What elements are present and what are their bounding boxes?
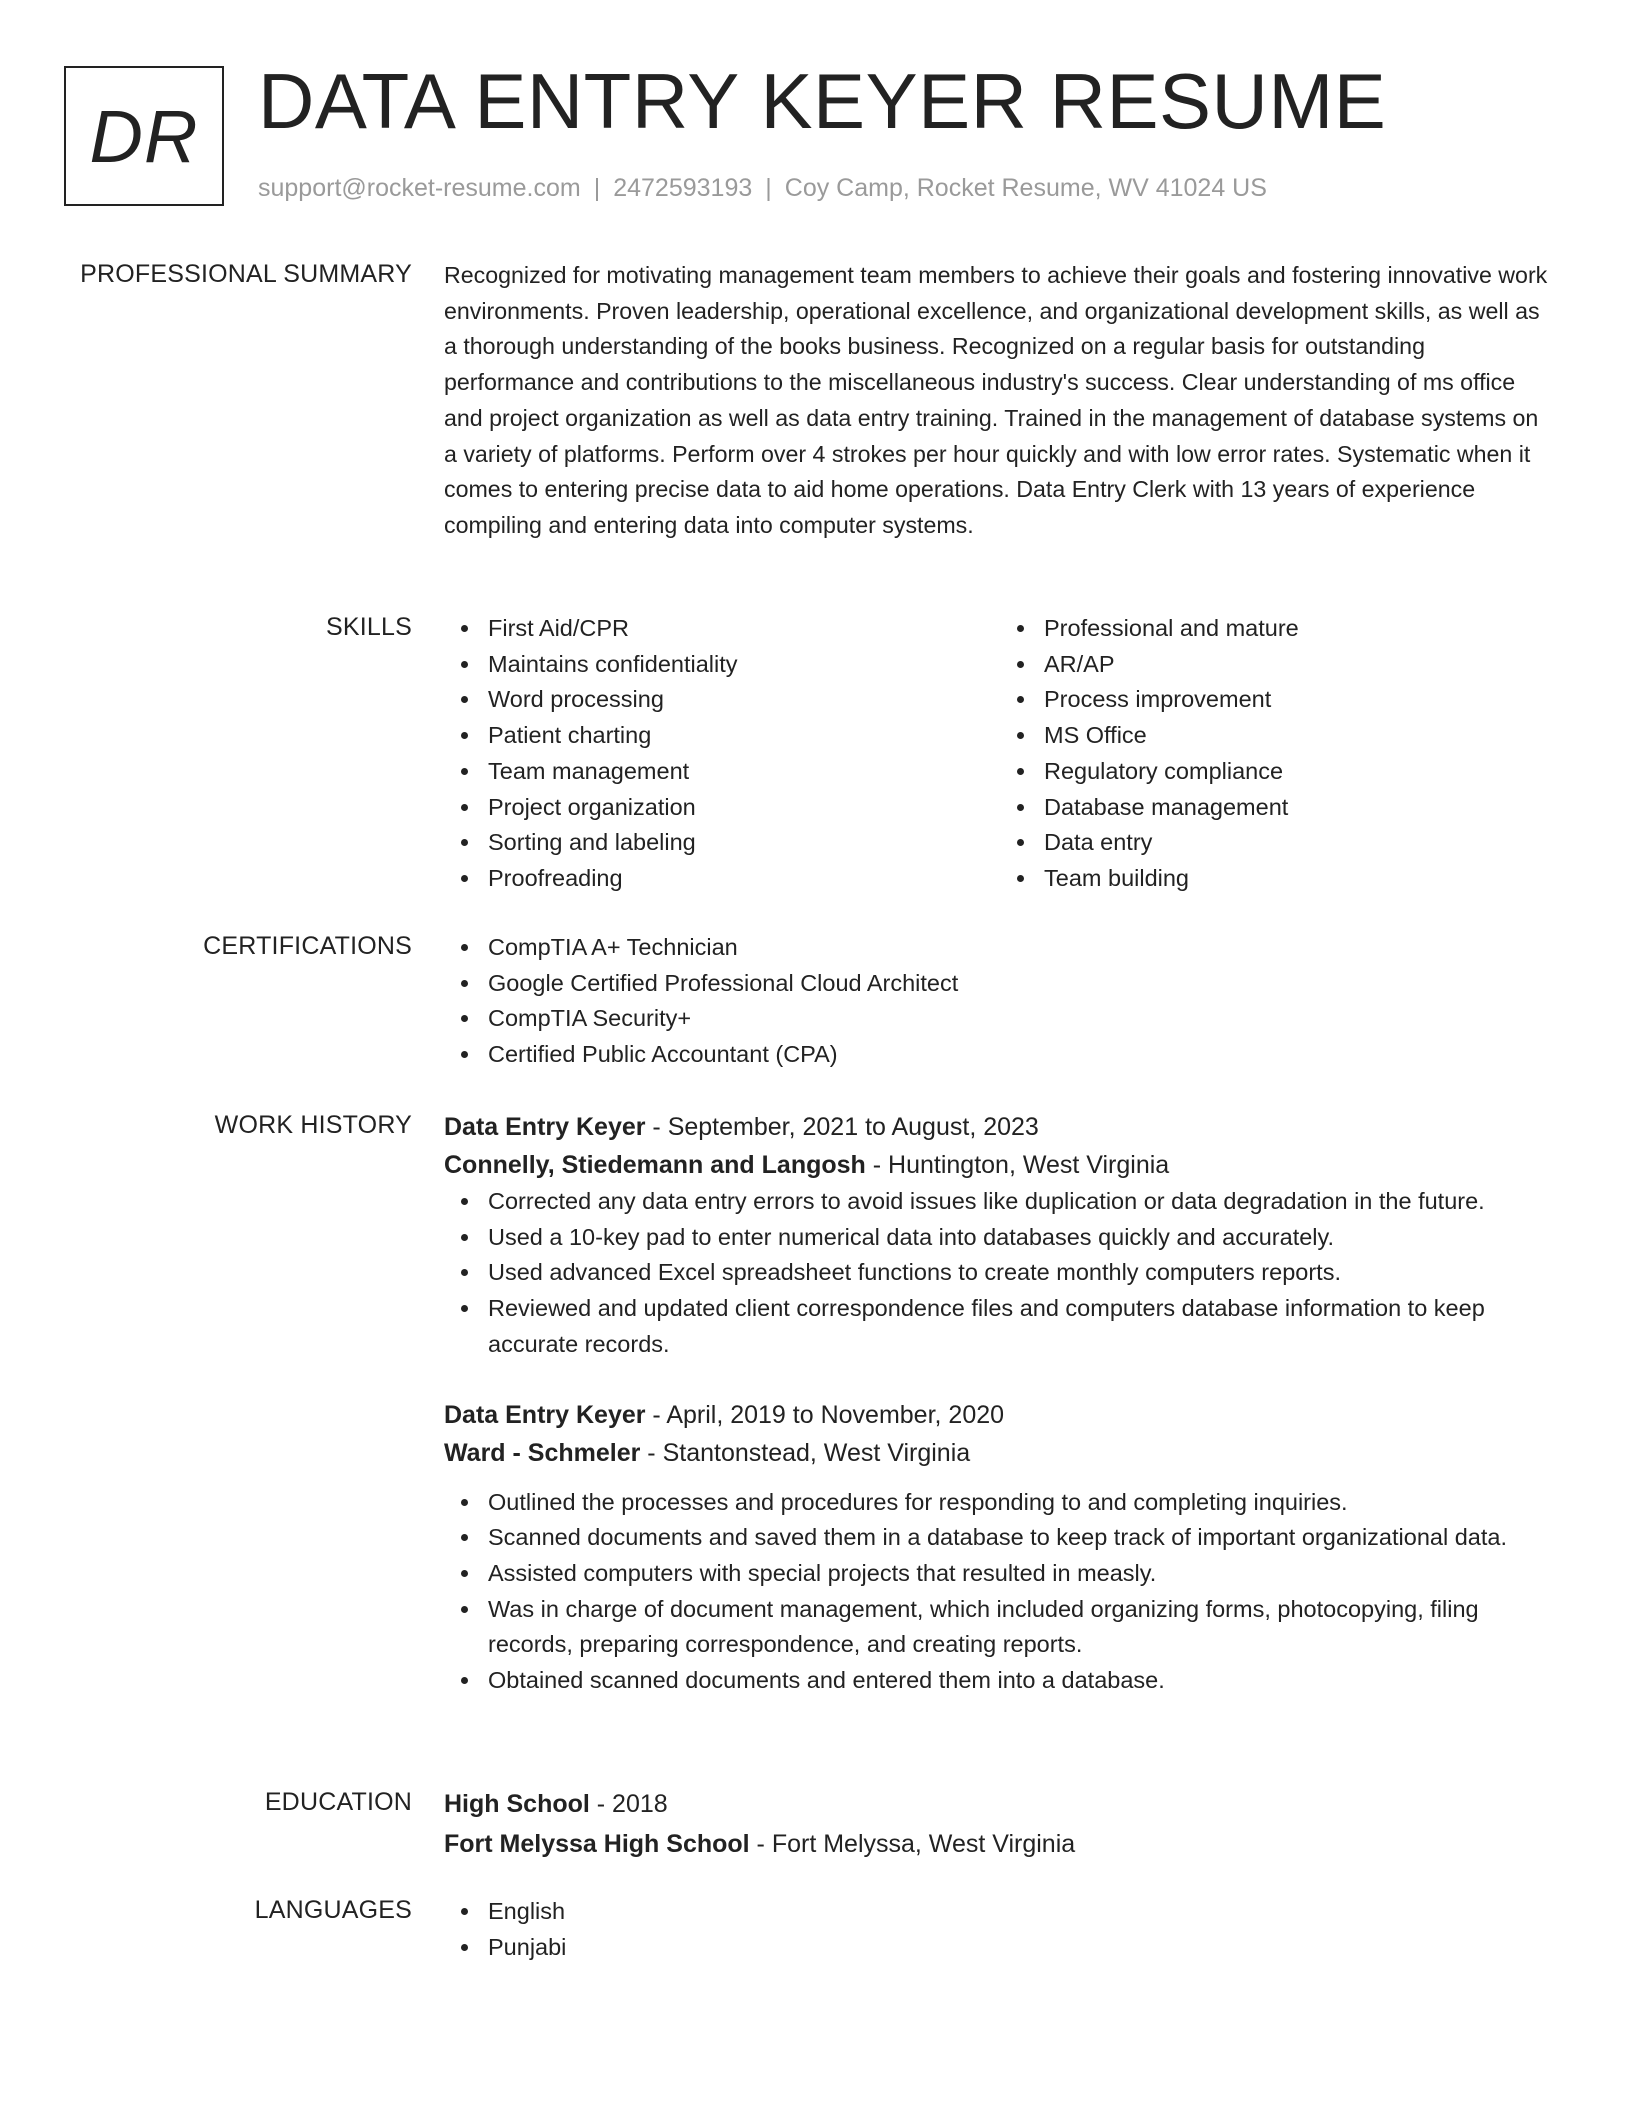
job-location: - Huntington, West Virginia xyxy=(865,1151,1170,1179)
list-item: Used advanced Excel spreadsheet functions to create monthly computers reports. xyxy=(488,1255,1556,1291)
section-label-languages: LANGUAGES xyxy=(254,1896,412,1924)
section-label-education: EDUCATION xyxy=(264,1788,412,1816)
list-item: Team management xyxy=(488,754,1000,790)
education-school-line xyxy=(444,1825,1556,1863)
list-item: Sorting and labeling xyxy=(488,825,1000,861)
education-location: - Fort Melyssa, West Virginia xyxy=(749,1830,1076,1858)
list-item: CompTIA A+ Technician xyxy=(488,930,1556,966)
education-year: - 2018 xyxy=(589,1790,668,1818)
job-title: Data Entry Keyer xyxy=(444,1113,646,1141)
list-item: Process improvement xyxy=(1044,682,1556,718)
contact-line xyxy=(258,174,1267,203)
list-item: Professional and mature xyxy=(1044,611,1556,647)
skills-list-left xyxy=(444,611,1000,897)
certifications-content xyxy=(444,930,1556,1073)
skills-list-right xyxy=(1000,611,1556,897)
job-entry xyxy=(444,1396,1556,1699)
contact-address: Coy Camp, Rocket Resume, WV 41024 US xyxy=(784,174,1267,202)
job-location: - Stantonstead, West Virginia xyxy=(640,1438,971,1467)
list-item: English xyxy=(488,1894,1556,1930)
list-item: Punjabi xyxy=(488,1930,1556,1966)
languages-list xyxy=(444,1894,1556,1965)
job-company: Connelly, Stiedemann and Langosh xyxy=(444,1151,866,1179)
list-item: Certified Public Accountant (CPA) xyxy=(488,1037,1556,1073)
job-duties-list xyxy=(444,1485,1556,1699)
certifications-list xyxy=(444,930,1556,1073)
list-item: Google Certified Professional Cloud Architect xyxy=(488,966,1556,1002)
list-item: Outlined the processes and procedures for responding to and completing inquiries. xyxy=(488,1485,1556,1521)
contact-email[interactable]: support@rocket-resume.com xyxy=(258,174,581,202)
contact-separator: | xyxy=(593,174,601,202)
list-item: MS Office xyxy=(1044,718,1556,754)
job-title-line xyxy=(444,1396,1556,1434)
list-item: Patient charting xyxy=(488,718,1000,754)
education-school: Fort Melyssa High School xyxy=(444,1830,750,1858)
section-label-summary: PROFESSIONAL SUMMARY xyxy=(80,260,412,288)
skills-columns xyxy=(444,611,1556,897)
list-item: Word processing xyxy=(488,682,1000,718)
list-item: Team building xyxy=(1044,861,1556,897)
contact-separator: | xyxy=(765,174,772,202)
list-item: Data entry xyxy=(1044,825,1556,861)
job-dates: - September, 2021 to August, 2023 xyxy=(645,1113,1039,1141)
list-item: Scanned documents and saved them in a database to keep track of important organizational data. xyxy=(488,1520,1556,1556)
list-item: Was in charge of document management, which included organizing forms, photocopying, filing records, preparing correspondence, and creating reports. xyxy=(488,1592,1556,1663)
list-item: Used a 10-key pad to enter numerical data into databases quickly and accurately. xyxy=(488,1220,1556,1256)
summary-text: Recognized for motivating management team members to achieve their goals and fostering innovative work environments. Proven leadership, operational excellence, and organizational development skills, as well as a thorough understanding of the books business. Recognized on a regular basis for outstanding performance and contributions to the miscellaneous industry's success. Clear understanding of ms office and project organization as well as data entry training. Trained in the management of database systems on a variety of platforms. Perform over 4 strokes per hour quickly and with low error rates. Systematic when it comes to entering precise data to aid home operations. Data Entry Clerk with 13 years of experience compiling and entering data into computer systems. xyxy=(444,262,1548,538)
list-item: First Aid/CPR xyxy=(488,611,1000,647)
resume-title: DATA ENTRY KEYER RESUME xyxy=(258,57,1387,145)
section-label-skills: SKILLS xyxy=(326,613,412,641)
list-item: Reviewed and updated client correspondence files and computers database information to keep accurate records. xyxy=(488,1291,1556,1362)
education-content xyxy=(444,1785,1556,1863)
list-item: Database management xyxy=(1044,790,1556,826)
list-item: Assisted computers with special projects that resulted in measly. xyxy=(488,1556,1556,1592)
job-title-line xyxy=(444,1108,1556,1146)
job-dates: - April, 2019 to November, 2020 xyxy=(645,1400,1005,1429)
languages-content xyxy=(444,1894,1556,1965)
list-item: AR/AP xyxy=(1044,647,1556,683)
education-degree: High School xyxy=(444,1790,590,1818)
work-history-content xyxy=(444,1108,1556,1699)
monogram-initials: DR xyxy=(89,94,199,178)
contact-phone[interactable]: 2472593193 xyxy=(613,174,753,202)
list-item: Corrected any data entry errors to avoid issues like duplication or data degradation in the future. xyxy=(488,1184,1556,1220)
list-item: Regulatory compliance xyxy=(1044,754,1556,790)
list-item: Project organization xyxy=(488,790,1000,826)
list-item: Proofreading xyxy=(488,861,1000,897)
job-company-line xyxy=(444,1434,1556,1472)
monogram-box xyxy=(64,66,224,206)
job-company-line xyxy=(444,1146,1556,1184)
job-entry xyxy=(444,1108,1556,1363)
job-duties-list xyxy=(444,1184,1556,1363)
list-item: Maintains confidentiality xyxy=(488,647,1000,683)
job-company: Ward - Schmeler xyxy=(444,1438,641,1467)
list-item: CompTIA Security+ xyxy=(488,1001,1556,1037)
education-degree-line xyxy=(444,1785,1556,1823)
list-item: Obtained scanned documents and entered them into a database. xyxy=(488,1663,1556,1699)
section-label-work-history: WORK HISTORY xyxy=(214,1111,412,1139)
section-label-certifications: CERTIFICATIONS xyxy=(203,932,412,960)
job-title: Data Entry Keyer xyxy=(444,1400,646,1429)
